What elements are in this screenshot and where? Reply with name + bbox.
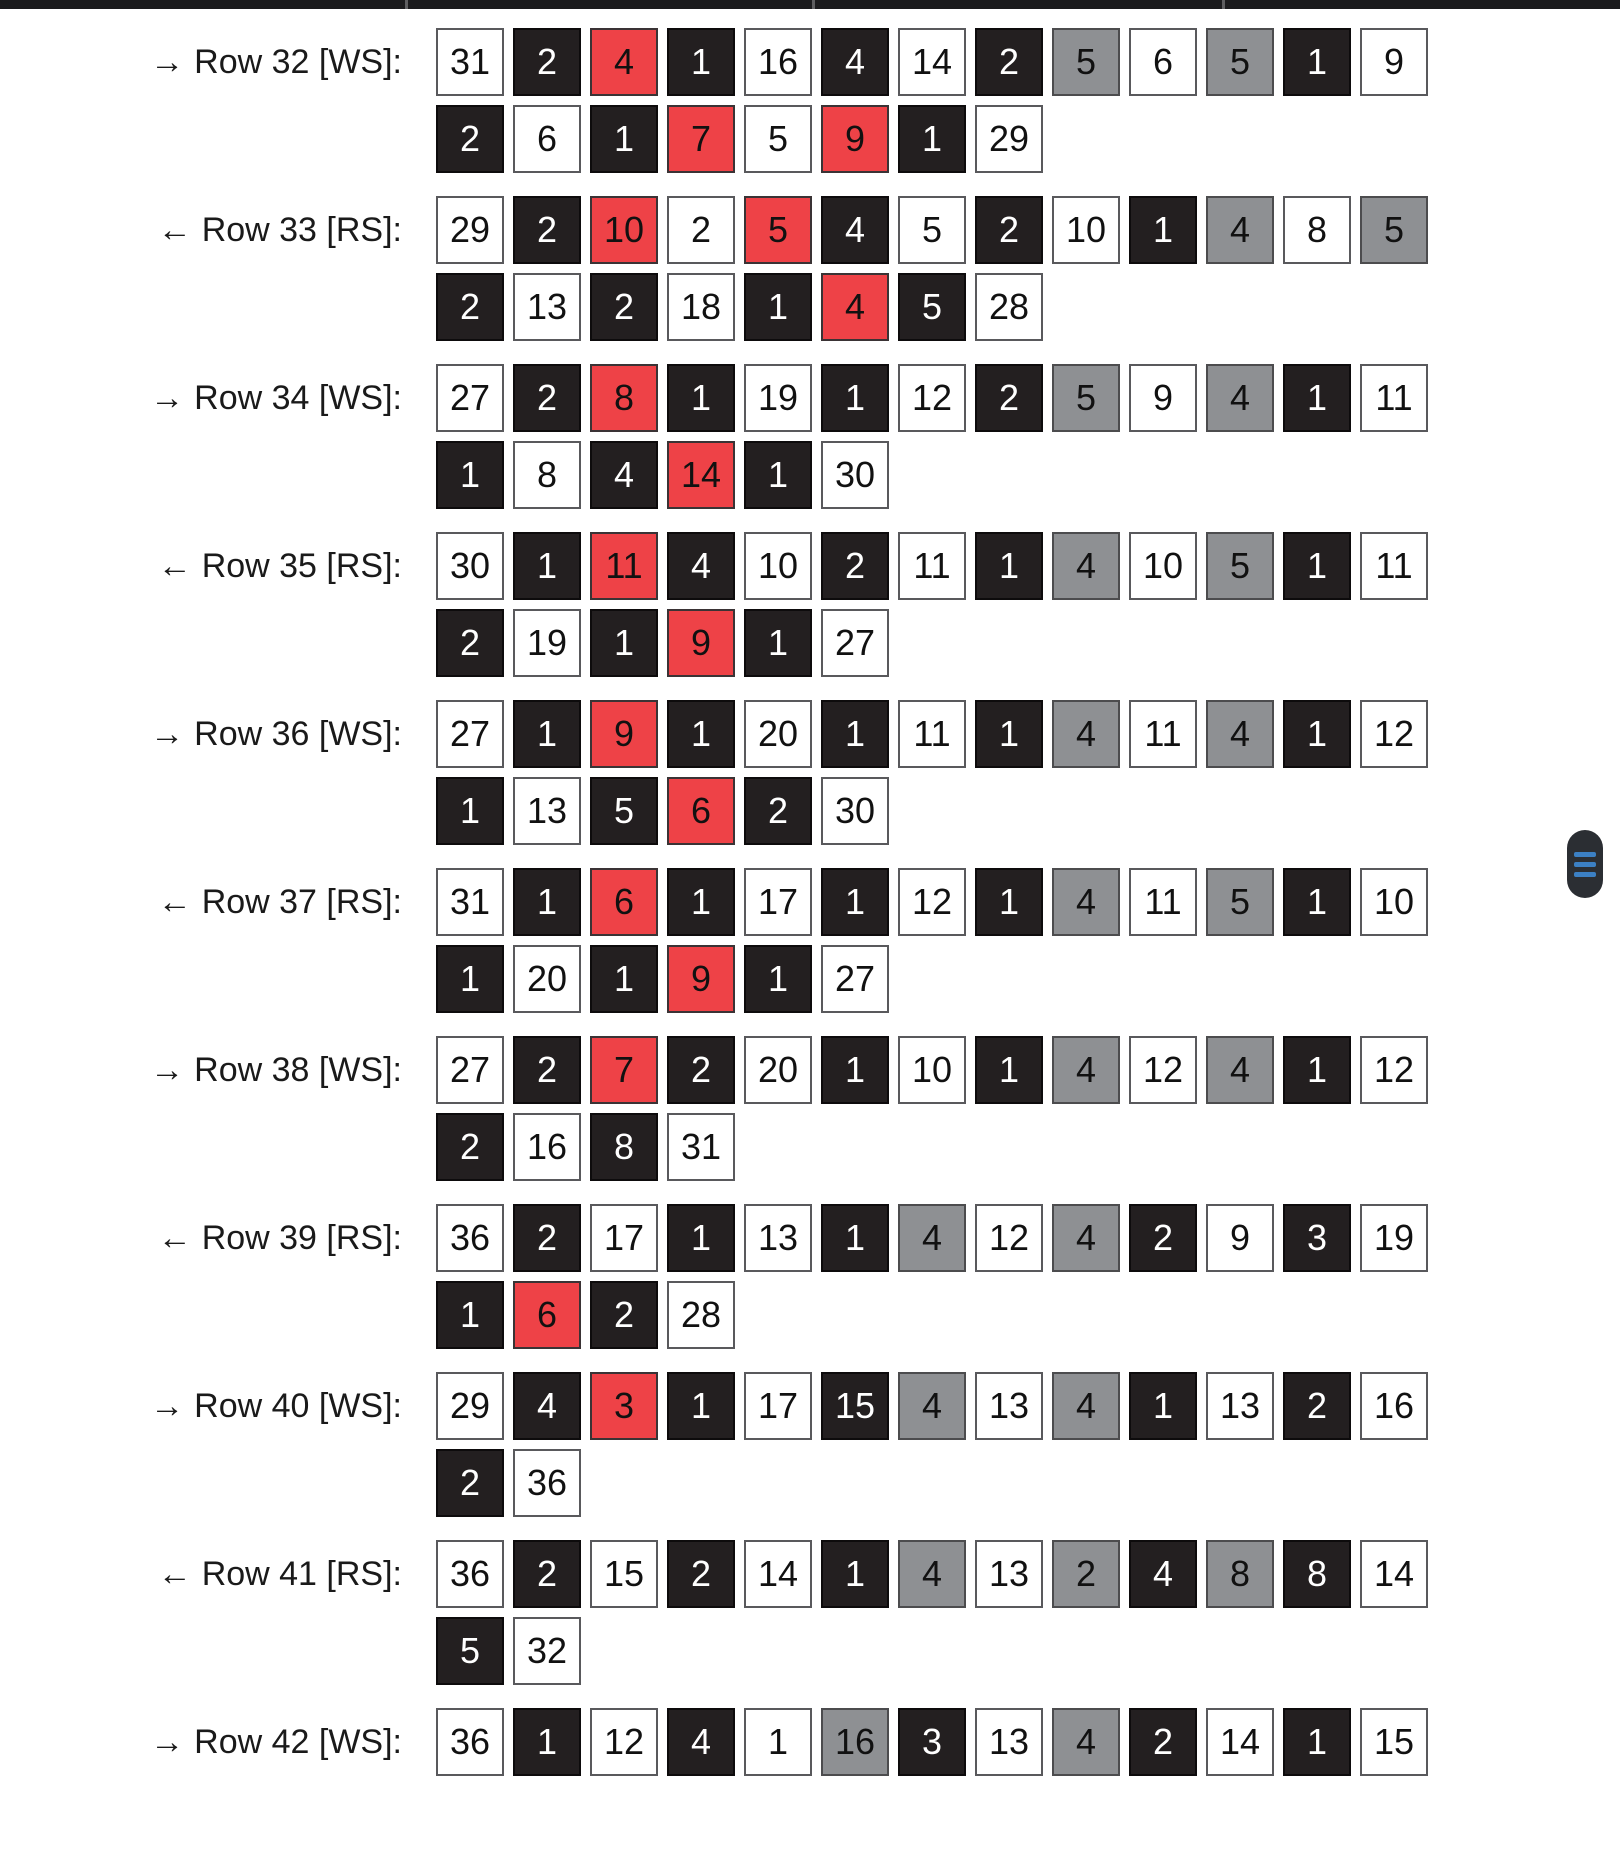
stitch-count-cell: 9 <box>1129 364 1197 432</box>
stitch-count-cell: 1 <box>667 364 735 432</box>
pattern-row <box>0 1708 1437 1776</box>
stitch-count-cell: 10 <box>1129 532 1197 600</box>
stitch-count-cell: 1 <box>436 945 504 1013</box>
stitch-count-cell: 9 <box>667 609 735 677</box>
stitch-count-cell: 1 <box>667 28 735 96</box>
stitch-count-cell: 1 <box>898 105 966 173</box>
row-label: → Row 42 [WS]: <box>150 1722 402 1761</box>
stitch-count-cell: 1 <box>821 1036 889 1104</box>
right-arrow-icon: → <box>150 42 185 81</box>
cell-lines <box>436 700 1437 845</box>
stitch-count-cell: 6 <box>590 868 658 936</box>
stitch-count-cell: 15 <box>1360 1708 1428 1776</box>
left-arrow-icon: ← <box>157 546 192 585</box>
pattern-row <box>0 1036 1437 1181</box>
stitch-count-cell: 16 <box>821 1708 889 1776</box>
stitch-count-cell: 2 <box>667 1540 735 1608</box>
stitch-count-cell: 1 <box>1129 196 1197 264</box>
stitch-count-cell: 2 <box>513 1204 581 1272</box>
pattern-row <box>0 700 1437 845</box>
row-label: ← Row 35 [RS]: <box>157 546 402 585</box>
stitch-count-cell: 36 <box>513 1449 581 1517</box>
row-label: → Row 38 [WS]: <box>150 1050 402 1089</box>
cell-lines <box>436 532 1437 677</box>
stitch-count-cell: 12 <box>898 364 966 432</box>
pattern-row <box>0 532 1437 677</box>
stitch-count-cell: 4 <box>898 1372 966 1440</box>
stitch-count-cell: 16 <box>513 1113 581 1181</box>
stitch-count-cell: 1 <box>1129 1372 1197 1440</box>
stitch-count-cell: 1 <box>821 868 889 936</box>
stitch-count-cell: 2 <box>667 1036 735 1104</box>
stitch-count-cell: 2 <box>975 196 1043 264</box>
written-instructions-chart <box>0 28 1437 1799</box>
stitch-count-cell: 13 <box>975 1708 1043 1776</box>
stitch-count-cell: 1 <box>1283 28 1351 96</box>
stitch-count-cell: 4 <box>1052 1204 1120 1272</box>
stitch-count-cell: 30 <box>436 532 504 600</box>
pattern-row <box>0 1540 1437 1685</box>
stitch-count-cell: 1 <box>513 700 581 768</box>
stitch-count-cell: 2 <box>1052 1540 1120 1608</box>
stitch-count-cell: 30 <box>821 441 889 509</box>
stitch-count-cell: 5 <box>898 273 966 341</box>
stitch-count-cell: 4 <box>1206 1036 1274 1104</box>
cell-line <box>436 609 1437 677</box>
cell-line <box>436 945 1437 1013</box>
stitch-count-cell: 28 <box>667 1281 735 1349</box>
cell-line <box>436 1617 1437 1685</box>
stitch-count-cell: 13 <box>1206 1372 1274 1440</box>
stitch-count-cell: 13 <box>513 273 581 341</box>
stitch-count-cell: 12 <box>975 1204 1043 1272</box>
stitch-count-cell: 6 <box>1129 28 1197 96</box>
stitch-count-cell: 17 <box>744 1372 812 1440</box>
stitch-count-cell: 16 <box>744 28 812 96</box>
stitch-count-cell: 1 <box>1283 868 1351 936</box>
cell-lines <box>436 364 1437 509</box>
stitch-count-cell: 1 <box>975 700 1043 768</box>
stitch-count-cell: 1 <box>513 532 581 600</box>
hamburger-icon <box>1574 852 1596 877</box>
stitch-count-cell: 13 <box>513 777 581 845</box>
cell-line <box>436 1281 1437 1349</box>
stitch-count-cell: 14 <box>1206 1708 1274 1776</box>
stitch-count-cell: 19 <box>1360 1204 1428 1272</box>
stitch-count-cell: 9 <box>1206 1204 1274 1272</box>
stitch-count-cell: 1 <box>436 1281 504 1349</box>
row-label: → Row 36 [WS]: <box>150 714 402 753</box>
stitch-count-cell: 11 <box>1129 700 1197 768</box>
stitch-count-cell: 20 <box>744 700 812 768</box>
left-arrow-icon: ← <box>157 210 192 249</box>
stitch-count-cell: 1 <box>1283 532 1351 600</box>
stitch-count-cell: 4 <box>1206 364 1274 432</box>
cell-line <box>436 196 1437 264</box>
stitch-count-cell: 14 <box>898 28 966 96</box>
stitch-count-cell: 6 <box>667 777 735 845</box>
stitch-count-cell: 1 <box>590 609 658 677</box>
pattern-row <box>0 1204 1437 1349</box>
stitch-count-cell: 1 <box>744 945 812 1013</box>
stitch-count-cell: 2 <box>436 609 504 677</box>
stitch-count-cell: 8 <box>1283 196 1351 264</box>
stitch-count-cell: 36 <box>436 1708 504 1776</box>
cell-line <box>436 364 1437 432</box>
pattern-row <box>0 196 1437 341</box>
stitch-count-cell: 1 <box>590 105 658 173</box>
stitch-count-cell: 12 <box>590 1708 658 1776</box>
stitch-count-cell: 2 <box>1283 1372 1351 1440</box>
right-arrow-icon: → <box>150 1050 185 1089</box>
stitch-count-cell: 7 <box>667 105 735 173</box>
stitch-count-cell: 11 <box>1129 868 1197 936</box>
stitch-count-cell: 4 <box>667 532 735 600</box>
right-arrow-icon: → <box>150 1722 185 1761</box>
stitch-count-cell: 19 <box>744 364 812 432</box>
stitch-count-cell: 5 <box>1052 28 1120 96</box>
stitch-count-cell: 12 <box>1360 700 1428 768</box>
stitch-count-cell: 10 <box>590 196 658 264</box>
stitch-count-cell: 4 <box>590 441 658 509</box>
stitch-count-cell: 15 <box>590 1540 658 1608</box>
cell-lines <box>436 28 1437 173</box>
stitch-count-cell: 13 <box>744 1204 812 1272</box>
stitch-count-cell: 7 <box>590 1036 658 1104</box>
stitch-count-cell: 31 <box>667 1113 735 1181</box>
cell-lines <box>436 868 1437 1013</box>
cell-lines <box>436 1708 1437 1776</box>
stitch-count-cell: 3 <box>590 1372 658 1440</box>
stitch-count-cell: 1 <box>975 868 1043 936</box>
stitch-count-cell: 28 <box>975 273 1043 341</box>
row-label: ← Row 39 [RS]: <box>157 1218 402 1257</box>
stitch-count-cell: 10 <box>898 1036 966 1104</box>
cell-line <box>436 441 1437 509</box>
cell-line <box>436 1036 1437 1104</box>
stitch-count-cell: 2 <box>513 28 581 96</box>
stitch-count-cell: 8 <box>1283 1540 1351 1608</box>
stitch-count-cell: 4 <box>1052 700 1120 768</box>
cell-line <box>436 777 1437 845</box>
stitch-count-cell: 13 <box>975 1540 1043 1608</box>
cell-lines <box>436 1036 1437 1181</box>
row-label: ← Row 41 [RS]: <box>157 1554 402 1593</box>
stitch-count-cell: 5 <box>744 105 812 173</box>
stitch-count-cell: 8 <box>590 1113 658 1181</box>
stitch-count-cell: 2 <box>436 105 504 173</box>
stitch-count-cell: 4 <box>821 196 889 264</box>
stitch-count-cell: 29 <box>436 1372 504 1440</box>
stitch-count-cell: 30 <box>821 777 889 845</box>
cell-lines <box>436 1372 1437 1517</box>
stitch-count-cell: 1 <box>1283 364 1351 432</box>
stitch-count-cell: 27 <box>436 364 504 432</box>
stitch-count-cell: 2 <box>821 532 889 600</box>
stitch-count-cell: 2 <box>1129 1204 1197 1272</box>
stitch-count-cell: 14 <box>667 441 735 509</box>
stitch-count-cell: 27 <box>821 609 889 677</box>
stitch-count-cell: 8 <box>513 441 581 509</box>
stitch-count-cell: 17 <box>590 1204 658 1272</box>
stitch-count-cell: 29 <box>975 105 1043 173</box>
stitch-count-cell: 1 <box>667 1204 735 1272</box>
stitch-count-cell: 4 <box>821 273 889 341</box>
top-bar-separator <box>1222 0 1225 9</box>
stitch-count-cell: 2 <box>513 1540 581 1608</box>
stitch-count-cell: 14 <box>1360 1540 1428 1608</box>
stitch-count-cell: 4 <box>1052 1372 1120 1440</box>
row-label: ← Row 33 [RS]: <box>157 210 402 249</box>
stitch-count-cell: 8 <box>590 364 658 432</box>
stitch-count-cell: 29 <box>436 196 504 264</box>
stitch-count-cell: 32 <box>513 1617 581 1685</box>
stitch-count-cell: 15 <box>821 1372 889 1440</box>
stitch-count-cell: 5 <box>590 777 658 845</box>
stitch-count-cell: 12 <box>898 868 966 936</box>
stitch-count-cell: 4 <box>1052 868 1120 936</box>
stitch-count-cell: 4 <box>1206 700 1274 768</box>
stitch-count-cell: 9 <box>1360 28 1428 96</box>
stitch-count-cell: 4 <box>821 28 889 96</box>
stitch-count-cell: 2 <box>436 273 504 341</box>
stitch-count-cell: 5 <box>1206 868 1274 936</box>
stitch-count-cell: 1 <box>436 777 504 845</box>
cell-line <box>436 105 1437 173</box>
cell-line <box>436 868 1437 936</box>
cell-line <box>436 1204 1437 1272</box>
stitch-count-cell: 2 <box>744 777 812 845</box>
stitch-count-cell: 10 <box>744 532 812 600</box>
stitch-count-cell: 20 <box>513 945 581 1013</box>
stitch-count-cell: 14 <box>744 1540 812 1608</box>
cell-line <box>436 1372 1437 1440</box>
stitch-count-cell: 18 <box>667 273 735 341</box>
pattern-row <box>0 364 1437 509</box>
stitch-count-cell: 19 <box>513 609 581 677</box>
stitch-count-cell: 2 <box>667 196 735 264</box>
stitch-count-cell: 1 <box>744 609 812 677</box>
stitch-count-cell: 2 <box>975 364 1043 432</box>
menu-button[interactable] <box>1567 830 1603 898</box>
stitch-count-cell: 5 <box>1206 28 1274 96</box>
pattern-row <box>0 28 1437 173</box>
stitch-count-cell: 16 <box>1360 1372 1428 1440</box>
stitch-count-cell: 2 <box>436 1449 504 1517</box>
stitch-count-cell: 9 <box>821 105 889 173</box>
stitch-count-cell: 5 <box>1206 532 1274 600</box>
stitch-count-cell: 2 <box>513 1036 581 1104</box>
stitch-count-cell: 31 <box>436 28 504 96</box>
stitch-count-cell: 1 <box>821 700 889 768</box>
stitch-count-cell: 11 <box>1360 532 1428 600</box>
stitch-count-cell: 2 <box>590 1281 658 1349</box>
stitch-count-cell: 1 <box>667 700 735 768</box>
stitch-count-cell: 36 <box>436 1204 504 1272</box>
stitch-count-cell: 12 <box>1129 1036 1197 1104</box>
stitch-count-cell: 2 <box>513 196 581 264</box>
stitch-count-cell: 1 <box>1283 1708 1351 1776</box>
stitch-count-cell: 4 <box>513 1372 581 1440</box>
stitch-count-cell: 4 <box>1052 1708 1120 1776</box>
stitch-count-cell: 4 <box>1052 1036 1120 1104</box>
cell-line <box>436 532 1437 600</box>
stitch-count-cell: 20 <box>744 1036 812 1104</box>
left-arrow-icon: ← <box>157 1554 192 1593</box>
stitch-count-cell: 1 <box>436 441 504 509</box>
stitch-count-cell: 4 <box>898 1204 966 1272</box>
stitch-count-cell: 36 <box>436 1540 504 1608</box>
cell-line <box>436 1449 1437 1517</box>
row-label: ← Row 37 [RS]: <box>157 882 402 921</box>
stitch-count-cell: 27 <box>821 945 889 1013</box>
stitch-count-cell: 2 <box>436 1113 504 1181</box>
row-label: → Row 40 [WS]: <box>150 1386 402 1425</box>
stitch-count-cell: 1 <box>744 441 812 509</box>
stitch-count-cell: 17 <box>744 868 812 936</box>
stitch-count-cell: 1 <box>744 1708 812 1776</box>
stitch-count-cell: 13 <box>975 1372 1043 1440</box>
stitch-count-cell: 1 <box>821 1540 889 1608</box>
stitch-count-cell: 5 <box>1052 364 1120 432</box>
stitch-count-cell: 27 <box>436 700 504 768</box>
top-cropped-row-edge <box>0 0 1620 9</box>
cell-line <box>436 700 1437 768</box>
stitch-count-cell: 2 <box>975 28 1043 96</box>
row-label: → Row 34 [WS]: <box>150 378 402 417</box>
stitch-count-cell: 1 <box>975 1036 1043 1104</box>
stitch-count-cell: 6 <box>513 105 581 173</box>
stitch-count-cell: 1 <box>513 1708 581 1776</box>
stitch-count-cell: 1 <box>744 273 812 341</box>
stitch-count-cell: 3 <box>898 1708 966 1776</box>
stitch-count-cell: 2 <box>1129 1708 1197 1776</box>
stitch-count-cell: 4 <box>1052 532 1120 600</box>
cell-lines <box>436 1204 1437 1349</box>
stitch-count-cell: 5 <box>898 196 966 264</box>
stitch-count-cell: 10 <box>1052 196 1120 264</box>
stitch-count-cell: 2 <box>590 273 658 341</box>
stitch-count-cell: 1 <box>667 868 735 936</box>
pattern-row <box>0 868 1437 1013</box>
stitch-count-cell: 11 <box>898 700 966 768</box>
cell-lines <box>436 196 1437 341</box>
cell-line <box>436 1113 1437 1181</box>
cell-line <box>436 1708 1437 1776</box>
stitch-count-cell: 12 <box>1360 1036 1428 1104</box>
stitch-count-cell: 5 <box>1360 196 1428 264</box>
stitch-count-cell: 1 <box>1283 700 1351 768</box>
cell-line <box>436 28 1437 96</box>
row-label: → Row 32 [WS]: <box>150 42 402 81</box>
stitch-count-cell: 27 <box>436 1036 504 1104</box>
stitch-count-cell: 11 <box>590 532 658 600</box>
stitch-count-cell: 4 <box>898 1540 966 1608</box>
stitch-count-cell: 5 <box>744 196 812 264</box>
top-bar-separator <box>812 0 815 9</box>
stitch-count-cell: 1 <box>975 532 1043 600</box>
left-arrow-icon: ← <box>157 1218 192 1257</box>
stitch-count-cell: 11 <box>1360 364 1428 432</box>
stitch-count-cell: 4 <box>590 28 658 96</box>
left-arrow-icon: ← <box>157 882 192 921</box>
stitch-count-cell: 1 <box>821 364 889 432</box>
stitch-count-cell: 31 <box>436 868 504 936</box>
right-arrow-icon: → <box>150 1386 185 1425</box>
stitch-count-cell: 10 <box>1360 868 1428 936</box>
stitch-count-cell: 6 <box>513 1281 581 1349</box>
stitch-count-cell: 4 <box>1129 1540 1197 1608</box>
stitch-count-cell: 4 <box>1206 196 1274 264</box>
right-arrow-icon: → <box>150 378 185 417</box>
stitch-count-cell: 4 <box>667 1708 735 1776</box>
stitch-count-cell: 1 <box>513 868 581 936</box>
cell-line <box>436 273 1437 341</box>
right-arrow-icon: → <box>150 714 185 753</box>
stitch-count-cell: 5 <box>436 1617 504 1685</box>
stitch-count-cell: 11 <box>898 532 966 600</box>
stitch-count-cell: 3 <box>1283 1204 1351 1272</box>
stitch-count-cell: 9 <box>667 945 735 1013</box>
stitch-count-cell: 9 <box>590 700 658 768</box>
cell-lines <box>436 1540 1437 1685</box>
stitch-count-cell: 1 <box>667 1372 735 1440</box>
cell-line <box>436 1540 1437 1608</box>
pattern-row <box>0 1372 1437 1517</box>
stitch-count-cell: 8 <box>1206 1540 1274 1608</box>
stitch-count-cell: 2 <box>513 364 581 432</box>
stitch-count-cell: 1 <box>1283 1036 1351 1104</box>
top-bar-separator <box>405 0 408 9</box>
stitch-count-cell: 1 <box>590 945 658 1013</box>
stitch-count-cell: 1 <box>821 1204 889 1272</box>
